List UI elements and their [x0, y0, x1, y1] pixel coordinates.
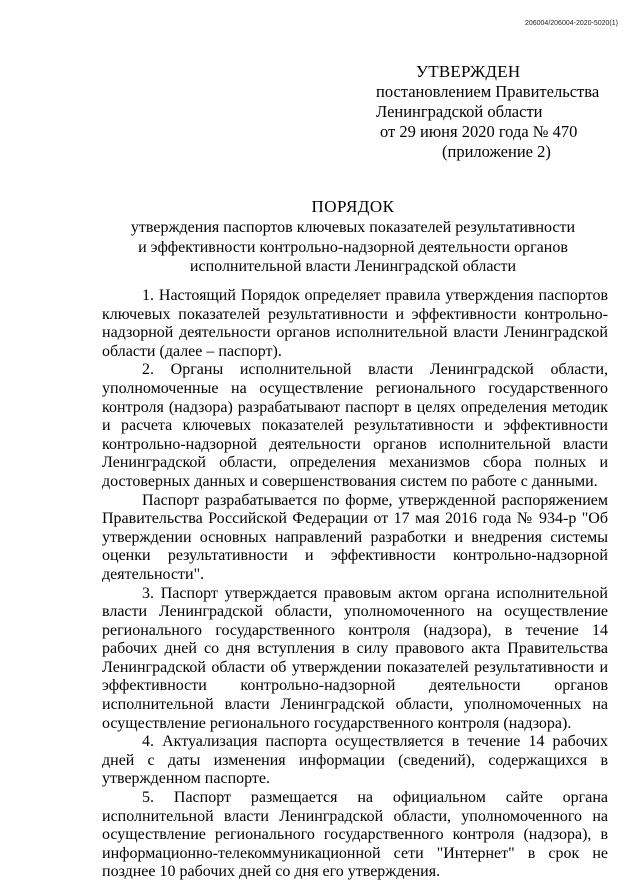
paragraph-2-continued: Паспорт разрабатывается по форме, утвержденной распоряжением Правительства Российской Федерации от 17 мая 2016 года № 934-р "Об утверждении основных направлений разработки и внедрения системы оценки результативности и эффективности контрольно-надзорной деятельности". — [102, 491, 608, 583]
approval-line-3: от 29 июня 2020 года № 470 — [380, 122, 578, 141]
paragraph-2: 2. Органы исполнительной власти Ленинградской области, уполномоченные на осуществление регионального государственного контроля (надзора) разрабатывают паспорт в целях определения методик и расчета ключевых показателей результативности и эффективности контрольно-надзорной деятельности органов исполнительной власти Ленинградской области, определения механизмов сбора полных и достоверных данных и совершенствования систем по работе с данными. — [102, 361, 608, 490]
approval-stamp — [376, 62, 599, 162]
approval-title: УТВЕРЖДЕН — [416, 62, 521, 81]
order-subtitle-line: утверждения паспортов ключевых показателей результативности — [130, 219, 576, 236]
paragraph-3: 3. Паспорт утверждается правовым актом органа исполнительной власти Ленинградской области, уполномоченного на осуществление регионального государственного контроля (надзора), в течение 14 рабочих дней со дня вступления в силу правового акта Правительства Ленинградской области об утверждении показателей результативности и эффективности контрольно-надзорной деятельности органов исполнительной власти Ленинградской области, уполномоченных на осуществление регионального государственного контроля (надзора). — [102, 584, 608, 732]
document-body — [102, 287, 608, 882]
paragraph-1: 1. Настоящий Порядок определяет правила утверждения паспортов ключевых показателей результативности и эффективности контрольно-надзорной деятельности органов исполнительной власти Ленинградской области (далее – паспорт). — [102, 287, 608, 360]
paragraph-4: 4. Актуализация паспорта осуществляется в течение 14 рабочих дней с даты изменения информации (сведений), содержащихся в утвержденном паспорте. — [102, 733, 608, 788]
order-subtitle-line: исполнительной власти Ленинградской области — [189, 258, 517, 275]
approval-line-1: постановлением Правительства — [376, 82, 600, 101]
order-subtitle-line: и эффективности контрольно-надзорной деятельности органов — [138, 238, 568, 256]
document-id: 206004/206004-2020-5020(1) — [524, 20, 618, 27]
approval-line-2: Ленинградской области — [376, 102, 543, 121]
paragraph-5: 5. Паспорт размещается на официальном сайте органа исполнительной власти Ленинградской области, уполномоченного на осуществление регионального государственного контроля (надзора), в информационно-телекоммуникационной сети "Интернет" в срок не позднее 10 рабочих дней со дня его утверждения. — [102, 789, 608, 881]
order-subtitle — [0, 218, 640, 277]
approval-line-4: (приложение 2) — [442, 142, 551, 161]
order-title: ПОРЯДОК — [311, 197, 395, 216]
